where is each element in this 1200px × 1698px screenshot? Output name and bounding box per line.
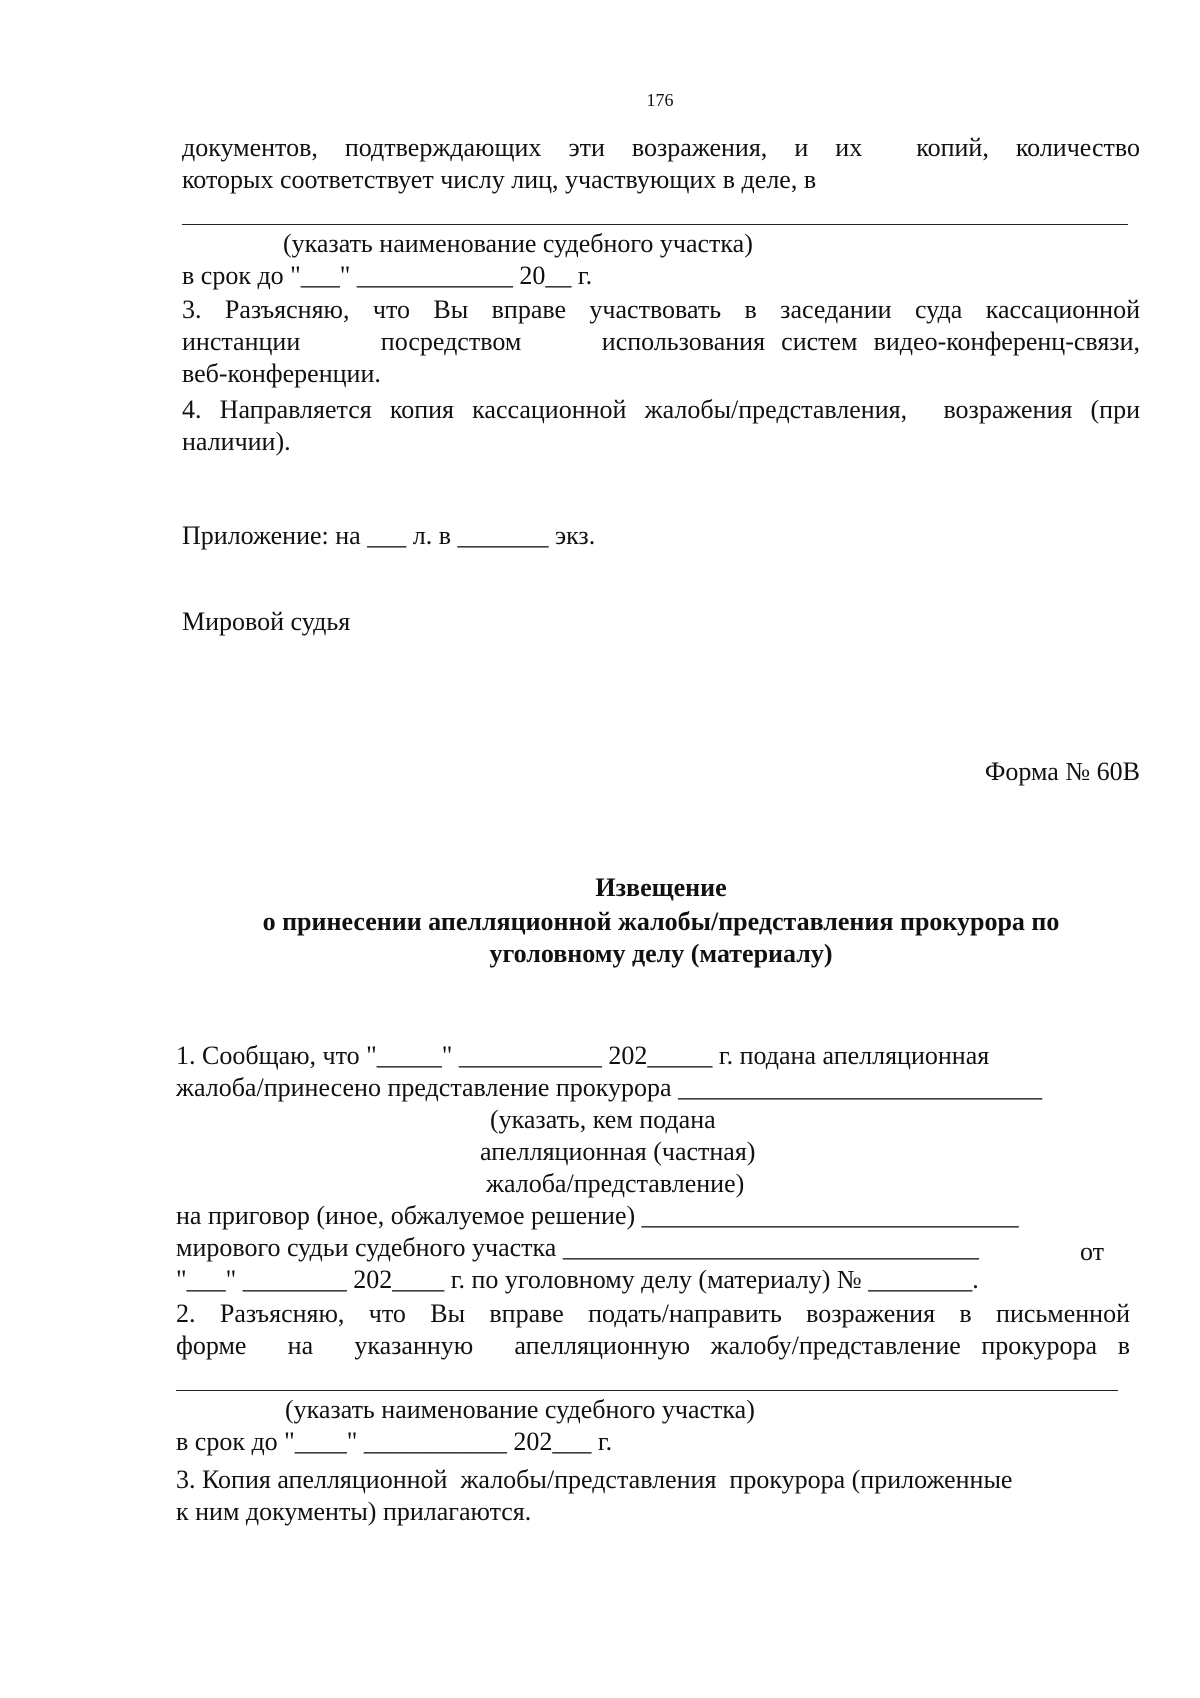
field-hint: (указать наименование судебного участка) [285,1395,755,1424]
text-line: наличии). [182,427,291,456]
text-line: 4. Направляется копия кассационной жалобы/представления, возражения (при [182,395,1140,424]
field-hint: (указать, кем подана [490,1105,716,1134]
text-line: которых соответствует числу лиц, участвующих в деле, в [182,165,817,194]
signature-label: Мировой судья [182,607,351,636]
text-line: 3. Копия апелляционной жалобы/представления прокурора (приложенные [176,1465,1013,1494]
text-line: 3. Разъясняю, что Вы вправе участвовать в заседании суда кассационной [182,295,1140,324]
notice-subtitle: уголовному делу (материалу) [489,939,833,968]
text-line: жалоба/принесено представление прокурора ____________________________ [176,1073,1043,1102]
field-hint: (указать наименование судебного участка) [283,229,753,258]
text-line: форме на указанную апелляционную жалобу/представление прокурора в [176,1331,1130,1360]
deadline-line: в срок до "___" ____________ 20__ г. [182,261,593,290]
attachment-line: Приложение: на ___ л. в _______ экз. [182,521,596,550]
text-line: 2. Разъясняю, что Вы вправе подать/направить возражения в письменной [176,1299,1130,1328]
text-line: веб-конференции. [182,359,381,388]
deadline-line: в срок до "____" ___________ 202___ г. [176,1427,613,1456]
page-number: 176 [646,90,674,110]
text-line: на приговор (иное, обжалуемое решение) _____________________________ [176,1201,1019,1230]
blank-rule [176,1390,1118,1391]
form-number: Форма № 60В [984,757,1140,786]
text-line: документов, подтверждающих эти возражения, и их копий, количество [182,133,1140,162]
field-hint: апелляционная (частная) [480,1137,756,1166]
field-hint: жалоба/представление) [486,1169,745,1198]
text-line: к ним документы) прилагаются. [176,1497,532,1526]
text-line: от [1080,1237,1105,1266]
text-line: инстанции посредством использования систем видео-конференц-связи, [182,327,1140,356]
text-line: "___" ________ 202____ г. по уголовному делу (материалу) № ________. [176,1265,979,1294]
notice-subtitle: о принесении апелляционной жалобы/представления прокурора по [262,907,1060,936]
text-line: 1. Сообщаю, что "_____" ___________ 202_____ г. подана апелляционная [176,1041,990,1070]
blank-rule [182,224,1128,225]
text-line: мирового судьи судебного участка ________________________________ [176,1233,979,1262]
notice-title: Извещение [595,873,727,902]
